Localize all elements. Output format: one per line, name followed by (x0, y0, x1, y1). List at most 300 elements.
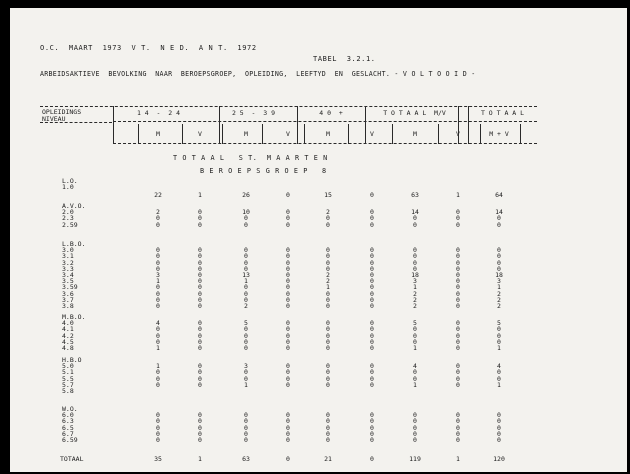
table-cell: 14 (495, 208, 503, 217)
table-cell: 0 (326, 325, 330, 334)
column-group-header: 2 5 - 3 9 (231, 109, 276, 117)
table-cell: 0 (497, 337, 501, 346)
table-cell: 2 (497, 295, 501, 304)
row-label: 3.4 (62, 271, 74, 279)
table-cell: 0 (456, 289, 460, 298)
table-cell: 0 (370, 319, 374, 328)
row-label: H.B.O (62, 356, 82, 364)
table-cell: 0 (326, 417, 330, 426)
table-cell: 5 (497, 319, 501, 328)
table-cell: 0 (244, 258, 248, 267)
row-label: 6.0 (62, 411, 74, 420)
table-cell: 0 (326, 368, 330, 377)
table-cell: 0 (413, 220, 417, 229)
row-label: 4.1 (62, 325, 74, 334)
table-cell: 0 (456, 380, 460, 389)
table-cell: 0 (156, 380, 160, 389)
table-cell: 2 (326, 277, 330, 286)
table-cell: 0 (286, 423, 290, 432)
table-cell: 0 (198, 220, 202, 229)
table-cell: 0 (326, 374, 330, 383)
row-label: 3.0 (62, 246, 74, 255)
table-cell: 2 (244, 302, 248, 310)
row-label: 2.59 (62, 220, 78, 229)
column-subheader: M (156, 130, 160, 138)
table-cell: 0 (198, 337, 202, 346)
table-cell: 0 (370, 191, 374, 200)
table-cell: 0 (326, 302, 330, 310)
table-cell: 0 (456, 344, 460, 352)
table-cell: 0 (286, 380, 290, 389)
table-cell: 4 (497, 362, 501, 371)
table-cell: 0 (370, 374, 374, 383)
table-cell: 0 (156, 436, 160, 444)
table-cell: 0 (370, 302, 374, 310)
table-cell: 1 (497, 283, 501, 292)
table-cell: 0 (244, 411, 248, 420)
table-cell: 0 (286, 344, 290, 352)
table-cell: 0 (244, 417, 248, 426)
table-cell: 0 (413, 325, 417, 334)
table-cell: 0 (286, 283, 290, 292)
table-cell: 0 (370, 295, 374, 304)
table-cell: 0 (156, 374, 160, 383)
row-label: 3.7 (62, 295, 74, 304)
subcolumn-divider (438, 124, 439, 144)
section-subtitle: B E R O E P S G R O E P 8 (200, 167, 327, 175)
table-cell: 0 (497, 411, 501, 420)
table-cell: 0 (413, 214, 417, 223)
table-cell: 14 (411, 208, 419, 217)
column-divider (458, 106, 459, 144)
table-cell: 0 (497, 417, 501, 426)
table-cell: 1 (156, 344, 160, 352)
niveau-header: OPLEIDINGS NIVEAU (42, 108, 82, 123)
table-cell: 0 (286, 277, 290, 286)
table-cell: 0 (456, 295, 460, 304)
row-label: 4.2 (62, 331, 74, 340)
subcolumn-divider (480, 124, 481, 144)
table-cell: 0 (326, 362, 330, 371)
table-cell: 3 (497, 277, 501, 286)
row-label: 6.7 (62, 429, 74, 438)
table-cell: 2 (326, 271, 330, 279)
table-cell: 0 (497, 214, 501, 223)
table-cell: 0 (156, 258, 160, 267)
table-cell: 0 (244, 423, 248, 432)
table-cell: 0 (198, 417, 202, 426)
table-cell: 0 (198, 380, 202, 389)
table-cell: 0 (370, 214, 374, 223)
table-cell: 2 (413, 289, 417, 298)
table-cell: 0 (244, 374, 248, 383)
table-cell: 0 (326, 319, 330, 328)
table-cell: 0 (413, 429, 417, 438)
column-divider (468, 106, 469, 144)
table-cell: 0 (456, 283, 460, 292)
table-cell: 0 (156, 214, 160, 223)
table-cell: 0 (198, 214, 202, 223)
row-label: 3.5 (62, 277, 74, 286)
table-cell: 0 (244, 264, 248, 273)
row-label: L.B.O. (62, 240, 86, 248)
table-cell: 0 (497, 429, 501, 438)
table-cell: 1 (413, 344, 417, 352)
table-cell: 0 (244, 252, 248, 261)
table-cell: 1 (413, 380, 417, 389)
table-cell: 2 (413, 302, 417, 310)
table-cell: 0 (456, 374, 460, 383)
table-cell: 0 (326, 344, 330, 352)
table-cell: 0 (456, 423, 460, 432)
table-cell: 0 (198, 302, 202, 310)
table-cell: 0 (244, 436, 248, 444)
table-cell: 0 (370, 258, 374, 267)
table-cell: 0 (198, 429, 202, 438)
table-cell: 0 (456, 331, 460, 340)
subcolumn-divider (182, 124, 183, 144)
table-cell: 0 (198, 368, 202, 377)
table-cell: 0 (198, 423, 202, 432)
table-cell: 0 (198, 344, 202, 352)
table-cell: 1 (156, 277, 160, 286)
table-cell: 0 (456, 246, 460, 255)
column-group-header: 1 4 - 2 4 (136, 109, 181, 117)
table-cell: 0 (244, 337, 248, 346)
total-label: TOTAAL (60, 455, 84, 463)
table-cell: 0 (156, 429, 160, 438)
table-cell: 0 (413, 436, 417, 444)
table-cell: 0 (456, 258, 460, 267)
table-cell: 0 (156, 337, 160, 346)
table-cell: 0 (198, 331, 202, 340)
row-label: W.O. (62, 405, 78, 413)
table-cell: 0 (286, 271, 290, 279)
section-title: T O T A A L S T. M A A R T E N (173, 154, 328, 162)
table-cell: 0 (198, 289, 202, 298)
table-cell: 0 (286, 258, 290, 267)
table-cell: 0 (413, 411, 417, 420)
column-subheader: M + V (489, 130, 509, 138)
header-rule-mid (113, 121, 537, 122)
table-cell: 0 (244, 368, 248, 377)
table-cell: 1 (244, 277, 248, 286)
table-cell: 0 (156, 331, 160, 340)
table-cell: 0 (370, 208, 374, 217)
table-cell: 0 (370, 252, 374, 261)
table-cell: 0 (286, 337, 290, 346)
table-cell: 0 (244, 214, 248, 223)
table-cell: 0 (198, 208, 202, 217)
table-cell: 0 (370, 423, 374, 432)
table-cell: 0 (497, 220, 501, 229)
table-cell: 0 (413, 252, 417, 261)
table-cell: 0 (497, 436, 501, 444)
table-cell: 0 (244, 283, 248, 292)
table-number: TABEL 3.2.1. (313, 55, 376, 63)
row-label: 6.3 (62, 417, 74, 426)
table-cell: 0 (456, 417, 460, 426)
table-cell: 0 (456, 264, 460, 273)
table-cell: 0 (156, 252, 160, 261)
header-rule-top (40, 106, 537, 107)
table-cell: 0 (497, 252, 501, 261)
table-cell: 0 (497, 264, 501, 273)
table-cell: 0 (198, 436, 202, 444)
table-cell: 0 (497, 258, 501, 267)
table-cell: 1 (413, 283, 417, 292)
table-cell: 0 (370, 264, 374, 273)
table-cell: 1 (244, 380, 248, 389)
column-subheader: M (326, 130, 330, 138)
table-cell: 0 (326, 220, 330, 229)
header-line-1: O.C. MAART 1973 V T. N E D. A N T. 1972 (40, 44, 257, 52)
table-cell: 3 (413, 277, 417, 286)
row-label: 2.3 (62, 214, 74, 223)
subcolumn-divider (520, 124, 521, 144)
table-cell: 0 (286, 191, 290, 200)
table-cell: 0 (456, 252, 460, 261)
total-cell: 63 (242, 455, 250, 463)
table-cell: 0 (370, 436, 374, 444)
subcolumn-divider (392, 124, 393, 144)
table-cell: 0 (286, 208, 290, 217)
row-label: 1.0 (62, 183, 74, 192)
table-cell: 0 (326, 289, 330, 298)
row-label: 3.8 (62, 302, 74, 310)
table-cell: 0 (156, 411, 160, 420)
table-cell: 0 (198, 264, 202, 273)
table-cell: 0 (456, 436, 460, 444)
table-cell: 0 (456, 319, 460, 328)
total-cell: 1 (456, 455, 460, 463)
table-cell: 0 (326, 436, 330, 444)
table-cell: 0 (156, 264, 160, 273)
table-cell: 0 (456, 302, 460, 310)
table-cell: 0 (456, 214, 460, 223)
column-subheader: V (286, 130, 290, 138)
table-cell: 0 (326, 252, 330, 261)
table-cell: 0 (156, 368, 160, 377)
total-cell: 21 (324, 455, 332, 463)
table-cell: 0 (156, 289, 160, 298)
table-cell: 0 (286, 289, 290, 298)
table-cell: 0 (286, 429, 290, 438)
table-cell: 0 (456, 337, 460, 346)
table-cell: 0 (198, 374, 202, 383)
table-cell: 0 (370, 417, 374, 426)
table-cell: 18 (411, 271, 419, 279)
table-cell: 0 (413, 331, 417, 340)
table-cell: 3 (244, 362, 248, 371)
table-cell: 5 (244, 319, 248, 328)
table-cell: 0 (326, 331, 330, 340)
row-label: 6.59 (62, 436, 78, 444)
table-cell: 1 (198, 191, 202, 200)
table-cell: 10 (242, 208, 250, 217)
row-label: 5.7 (62, 380, 74, 389)
table-cell: 0 (244, 429, 248, 438)
table-cell: 0 (286, 362, 290, 371)
document-page (10, 8, 627, 472)
table-cell: 0 (286, 417, 290, 426)
table-cell: 0 (370, 337, 374, 346)
table-cell: 0 (370, 344, 374, 352)
table-cell: 0 (413, 264, 417, 273)
table-cell: 0 (326, 423, 330, 432)
table-cell: 0 (326, 295, 330, 304)
table-cell: 0 (286, 220, 290, 229)
table-cell: 0 (497, 374, 501, 383)
row-label: A.V.O. (62, 202, 86, 210)
row-label: 2.0 (62, 208, 74, 217)
table-cell: 0 (456, 220, 460, 229)
table-cell: 0 (198, 271, 202, 279)
row-label: 5.8 (62, 387, 74, 395)
table-cell: 0 (286, 374, 290, 383)
row-label: 3.2 (62, 258, 74, 267)
column-subheader: M (244, 130, 248, 138)
table-cell: 0 (156, 246, 160, 255)
table-cell: 0 (497, 325, 501, 334)
total-cell: 35 (154, 455, 162, 463)
column-divider (297, 106, 298, 144)
table-cell: 0 (156, 220, 160, 229)
table-cell: 2 (156, 208, 160, 217)
table-cell: 0 (156, 283, 160, 292)
table-cell: 2 (413, 295, 417, 304)
column-divider (219, 106, 220, 144)
table-cell: 0 (244, 325, 248, 334)
table-cell: 0 (370, 331, 374, 340)
table-cell: 0 (198, 325, 202, 334)
table-cell: 0 (456, 208, 460, 217)
table-cell: 0 (286, 214, 290, 223)
row-label: 4.5 (62, 337, 74, 346)
table-cell: 0 (370, 289, 374, 298)
total-cell: 119 (409, 455, 421, 463)
table-cell: 18 (495, 271, 503, 279)
table-cell: 0 (244, 331, 248, 340)
table-cell: 0 (198, 319, 202, 328)
table-cell: 0 (244, 246, 248, 255)
table-cell: 0 (370, 277, 374, 286)
table-cell: 0 (326, 246, 330, 255)
table-cell: 0 (286, 411, 290, 420)
table-cell: 0 (198, 295, 202, 304)
table-cell: 0 (413, 337, 417, 346)
header-rule-bottom (113, 143, 537, 144)
subcolumn-divider (222, 124, 223, 144)
table-cell: 5 (413, 319, 417, 328)
table-cell: 0 (456, 271, 460, 279)
total-cell: 0 (286, 455, 290, 463)
table-cell: 0 (244, 220, 248, 229)
table-cell: 0 (456, 277, 460, 286)
row-label: 5.0 (62, 362, 74, 371)
table-cell: 26 (242, 191, 250, 200)
table-cell: 0 (326, 214, 330, 223)
table-cell: 0 (286, 295, 290, 304)
table-cell: 0 (198, 277, 202, 286)
table-cell: 4 (156, 319, 160, 328)
column-divider (365, 106, 366, 144)
table-cell: 0 (413, 374, 417, 383)
row-label: M.B.O. (62, 313, 86, 321)
table-cell: 0 (456, 368, 460, 377)
table-cell: 0 (456, 362, 460, 371)
table-cell: 0 (198, 411, 202, 420)
table-cell: 15 (324, 191, 332, 200)
table-cell: 0 (198, 258, 202, 267)
table-cell: 2 (497, 302, 501, 310)
table-cell: 0 (456, 325, 460, 334)
table-cell: 0 (370, 362, 374, 371)
table-cell: 0 (198, 252, 202, 261)
table-cell: 1 (326, 283, 330, 292)
table-cell: 1 (497, 344, 501, 352)
total-cell: 1 (198, 455, 202, 463)
row-label: 4.8 (62, 344, 74, 352)
table-cell: 0 (497, 423, 501, 432)
table-cell: 0 (286, 319, 290, 328)
table-cell: 13 (242, 271, 250, 279)
table-cell: 0 (326, 264, 330, 273)
table-title: ARBEIDSAKTIEVE BEVOLKING NAAR BEROEPSGROEP, OPLEIDING, LEEFTYD EN GESLACHT. - V O L T O O I D - (40, 70, 476, 78)
table-cell: 0 (156, 325, 160, 334)
table-cell: 0 (370, 271, 374, 279)
column-subheader: V (198, 130, 202, 138)
table-cell: 3 (156, 271, 160, 279)
table-cell: 0 (286, 368, 290, 377)
column-group-header: T O T A A L M/V (383, 109, 446, 117)
table-cell: 0 (370, 220, 374, 229)
table-cell: 0 (326, 429, 330, 438)
row-label: 3.1 (62, 252, 74, 261)
row-label: L.O. (62, 177, 78, 185)
table-cell: 0 (198, 283, 202, 292)
table-cell: 0 (326, 411, 330, 420)
table-cell: 0 (286, 331, 290, 340)
row-label: 3.59 (62, 283, 78, 292)
row-label: 6.5 (62, 423, 74, 432)
table-cell: 2 (326, 208, 330, 217)
table-cell: 0 (413, 258, 417, 267)
table-cell: 0 (370, 380, 374, 389)
table-cell: 0 (156, 302, 160, 310)
row-label: 5.1 (62, 368, 74, 377)
row-label: 3.3 (62, 264, 74, 273)
table-cell: 1 (456, 191, 460, 200)
table-cell: 0 (244, 289, 248, 298)
row-label: 4.0 (62, 319, 74, 328)
table-cell: 64 (495, 191, 503, 200)
table-cell: 0 (326, 380, 330, 389)
table-cell: 0 (497, 246, 501, 255)
subcolumn-divider (304, 124, 305, 144)
column-group-header: T O T A A L (480, 109, 525, 117)
column-subheader: M (413, 130, 417, 138)
table-cell: 0 (413, 417, 417, 426)
table-cell: 0 (286, 246, 290, 255)
column-subheader: V (370, 130, 374, 138)
table-cell: 63 (411, 191, 419, 200)
table-cell: 0 (156, 417, 160, 426)
table-cell: 1 (497, 380, 501, 389)
table-cell: 0 (244, 344, 248, 352)
table-cell: 0 (326, 258, 330, 267)
table-cell: 0 (286, 264, 290, 273)
